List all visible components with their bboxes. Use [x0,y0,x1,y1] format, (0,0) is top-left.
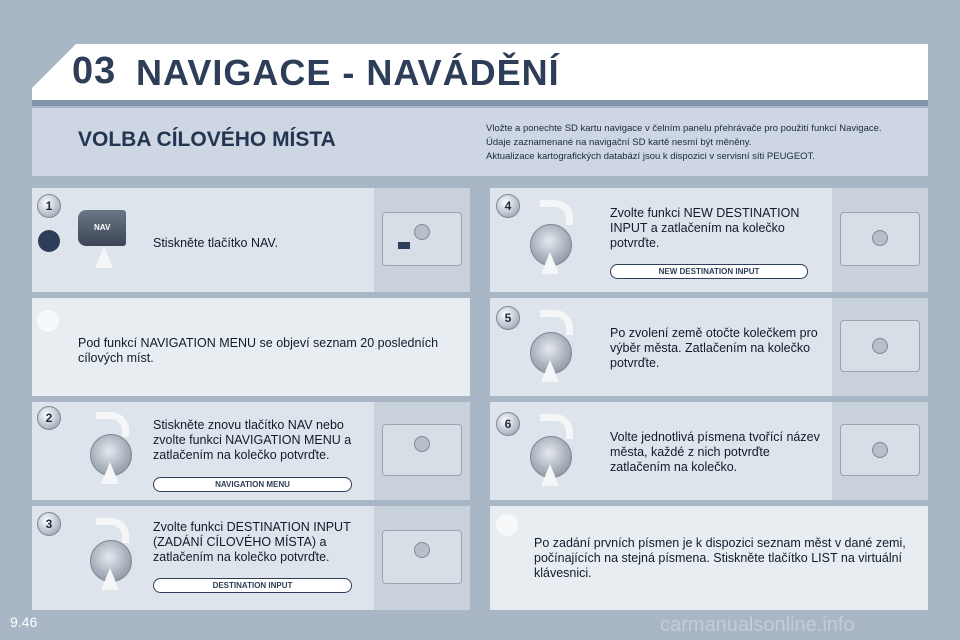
menu-function-label: NAVIGATION MENU [153,477,352,492]
step-6-thumbnail [832,402,928,500]
step-number-badge: 6 [496,412,520,436]
nav-button [78,210,126,246]
menu-function-label: NEW DESTINATION INPUT [610,264,808,279]
press-arrow-icon [101,462,119,484]
step-1-thumbnail [374,188,470,292]
page-number: 9.46 [10,614,38,630]
radio-knob [414,224,430,240]
step-4-thumbnail [832,188,928,292]
tip-icon [496,514,518,536]
tip-2-text: Po zadání prvních písmen je k dispozici seznam měst v dané zemi, počínajících na stejná písmena. Stiskněte tlačítko LIST na virtuální klávesnici. [534,536,906,580]
step-2-text: Stiskněte znovu tlačítko NAV nebo zvolte funkci NAVIGATION MENU a zatlačením na kolečko potvrďte. [153,418,352,462]
intro-line: Vložte a ponechte SD kartu navigace v čelním panelu přehrávače pro použití funkcí Navigace. [486,123,882,134]
radio-knob [872,230,888,246]
step-3-thumbnail [374,506,470,610]
nav-button-label: NAV [94,223,111,232]
press-arrow-icon [541,360,559,382]
radio-knob [872,442,888,458]
radio-knob [872,338,888,354]
step-5-text: Po zvolení země otočte kolečkem pro výběr města. Zatlačením na kolečko potvrďte. [610,326,818,370]
step-number-badge: 1 [37,194,61,218]
press-arrow-icon [541,464,559,486]
step-number-badge: 2 [37,406,61,430]
tip-1-text: Pod funkcí NAVIGATION MENU se objeví seznam 20 posledních cílových míst. [78,336,439,365]
step-number-badge: 3 [37,512,61,536]
press-arrow-icon [541,252,559,274]
menu-function-label: DESTINATION INPUT [153,578,352,593]
intro-line: Aktualizace kartografických databází jsou k dispozici v servisní síti PEUGEOT. [486,151,815,162]
header-corner [20,40,80,100]
step-2-thumbnail [374,402,470,500]
watermark: carmanualsonline.info [660,614,855,636]
chapter-title: NAVIGACE - NAVÁDĚNÍ [136,52,560,93]
intro-text [486,122,916,164]
radio-knob [414,436,430,452]
lightbulb-icon [38,230,60,252]
step-5-thumbnail [832,298,928,396]
step-3-text: Zvolte funkci DESTINATION INPUT (ZADÁNÍ CÍLOVÉHO MÍSTA) a zatlačením na kolečko potvrďte. [153,520,351,564]
step-1-text: Stiskněte tlačítko NAV. [153,236,279,250]
tip-icon [37,310,59,332]
press-arrow-icon [95,246,113,268]
step-6-text: Volte jednotlivá písmena tvořící název města, každé z nich potvrďte zatlačením na kolečko. [610,430,820,474]
step-number-badge: 5 [496,306,520,330]
section-title: VOLBA CÍLOVÉHO MÍSTA [78,128,336,151]
step-4-text: Zvolte funkci NEW DESTINATION INPUT a zatlačením na kolečko potvrďte. [610,206,800,250]
radio-knob [414,542,430,558]
intro-line: Údaje zaznamenané na navigační SD kartě nesmí být měněny. [486,137,752,148]
step-number-badge: 4 [496,194,520,218]
chapter-number: 03 [72,50,117,92]
press-arrow-icon [101,568,119,590]
nav-key-highlight [398,242,410,249]
